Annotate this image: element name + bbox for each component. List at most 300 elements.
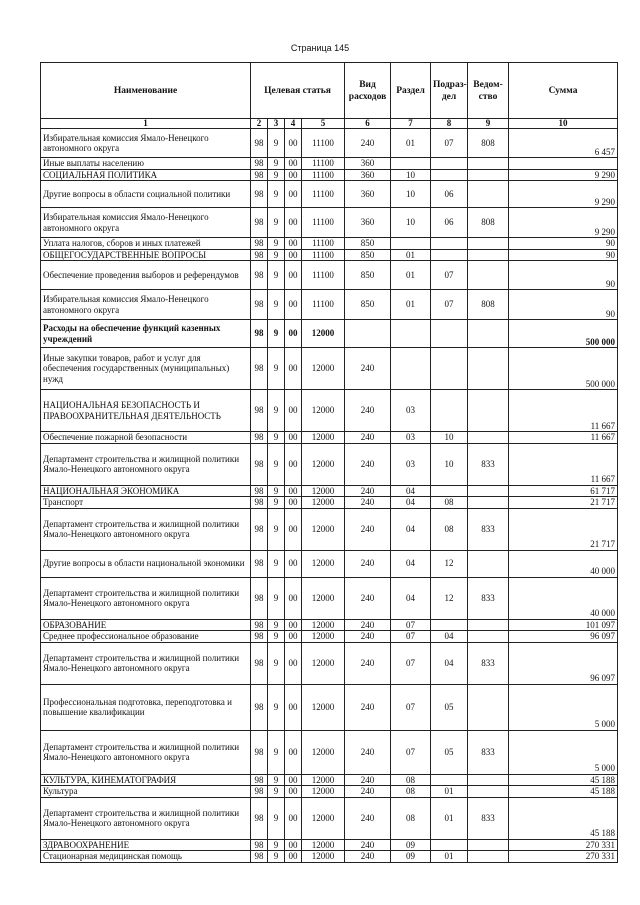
section-code: 03 <box>391 432 431 444</box>
row-name: Профессиональная подготовка, переподготовка и повышение квалификации <box>41 684 251 730</box>
target-code-part: 98 <box>251 432 268 444</box>
section-code: 01 <box>391 290 431 320</box>
section-code: 08 <box>391 774 431 786</box>
target-code-main: 11100 <box>302 238 345 250</box>
section-code: 03 <box>391 390 431 432</box>
department-code: 833 <box>468 730 509 774</box>
target-code-part: 98 <box>251 786 268 798</box>
department-code <box>468 261 509 290</box>
amount: 9 290 <box>509 181 618 208</box>
section-code: 01 <box>391 261 431 290</box>
subsection-code: 10 <box>431 432 468 444</box>
amount: 270 331 <box>509 851 618 863</box>
amount <box>509 158 618 170</box>
target-code-part: 00 <box>285 208 302 238</box>
target-code-part: 00 <box>285 158 302 170</box>
department-code: 808 <box>468 129 509 158</box>
target-code-main: 12000 <box>302 443 345 485</box>
department-code <box>468 158 509 170</box>
target-code-part: 9 <box>268 774 285 786</box>
target-code-main: 11100 <box>302 169 345 181</box>
subsection-code: 07 <box>431 129 468 158</box>
section-code: 04 <box>391 550 431 577</box>
amount: 40 000 <box>509 550 618 577</box>
amount: 6 457 <box>509 129 618 158</box>
target-code-part: 9 <box>268 129 285 158</box>
target-code-part: 00 <box>285 348 302 390</box>
subsection-code: 01 <box>431 786 468 798</box>
expense-type: 240 <box>345 129 391 158</box>
target-code-part: 00 <box>285 390 302 432</box>
target-code-main: 12000 <box>302 550 345 577</box>
department-code <box>468 485 509 497</box>
target-code-part: 98 <box>251 797 268 839</box>
row-name: Избирательная комиссия Ямало-Ненецкого автономного округа <box>41 129 251 158</box>
row-name: Департамент строительства и жилищной политики Ямало-Ненецкого автономного округа <box>41 642 251 684</box>
amount: 96 097 <box>509 631 618 643</box>
department-code: 833 <box>468 642 509 684</box>
table-row <box>41 443 618 485</box>
target-code-part: 00 <box>285 577 302 619</box>
target-code-part: 9 <box>268 642 285 684</box>
target-code-part: 98 <box>251 443 268 485</box>
department-code: 833 <box>468 508 509 550</box>
header-row <box>41 63 618 119</box>
subsection-code <box>431 320 468 348</box>
target-code-part: 98 <box>251 485 268 497</box>
subsection-code: 04 <box>431 642 468 684</box>
expense-type: 360 <box>345 158 391 170</box>
row-name: Избирательная комиссия Ямало-Ненецкого автономного округа <box>41 290 251 320</box>
table-row <box>41 631 618 643</box>
table-row <box>41 169 618 181</box>
department-code <box>468 348 509 390</box>
target-code-part: 00 <box>285 238 302 250</box>
amount: 21 717 <box>509 508 618 550</box>
table-row <box>41 290 618 320</box>
section-code: 04 <box>391 508 431 550</box>
section-code: 07 <box>391 619 431 631</box>
amount: 500 000 <box>509 348 618 390</box>
target-code-part: 00 <box>285 497 302 509</box>
target-code-part: 00 <box>285 485 302 497</box>
column-number: 5 <box>302 119 345 129</box>
target-code-main: 12000 <box>302 786 345 798</box>
row-name: НАЦИОНАЛЬНАЯ БЕЗОПАСНОСТЬ И ПРАВООХРАНИТЕЛЬНАЯ ДЕЯТЕЛЬНОСТЬ <box>41 390 251 432</box>
subsection-code: 12 <box>431 550 468 577</box>
row-name: СОЦИАЛЬНАЯ ПОЛИТИКА <box>41 169 251 181</box>
subsection-code <box>431 169 468 181</box>
expense-type: 360 <box>345 208 391 238</box>
row-name: Избирательная комиссия Ямало-Ненецкого автономного округа <box>41 208 251 238</box>
subsection-code: 07 <box>431 261 468 290</box>
target-code-main: 12000 <box>302 839 345 851</box>
target-code-main: 12000 <box>302 642 345 684</box>
section-code <box>391 238 431 250</box>
expense-type: 240 <box>345 619 391 631</box>
row-name: Департамент строительства и жилищной политики Ямало-Ненецкого автономного округа <box>41 577 251 619</box>
subsection-code: 06 <box>431 181 468 208</box>
subsection-code: 05 <box>431 684 468 730</box>
target-code-part: 9 <box>268 432 285 444</box>
target-code-part: 98 <box>251 774 268 786</box>
subsection-code <box>431 249 468 261</box>
row-name: Обеспечение проведения выборов и референдумов <box>41 261 251 290</box>
amount: 270 331 <box>509 839 618 851</box>
table-row <box>41 730 618 774</box>
section-code: 08 <box>391 786 431 798</box>
expense-type: 240 <box>345 497 391 509</box>
target-code-main: 12000 <box>302 577 345 619</box>
header-vedomstvo: Ведом-ство <box>468 63 509 119</box>
department-code <box>468 631 509 643</box>
department-code <box>468 390 509 432</box>
target-code-part: 98 <box>251 249 268 261</box>
amount: 11 667 <box>509 443 618 485</box>
subsection-code: 07 <box>431 290 468 320</box>
target-code-part: 9 <box>268 497 285 509</box>
target-code-part: 9 <box>268 485 285 497</box>
row-name: КУЛЬТУРА, КИНЕМАТОГРАФИЯ <box>41 774 251 786</box>
section-code: 07 <box>391 730 431 774</box>
table-row <box>41 238 618 250</box>
expense-type: 240 <box>345 642 391 684</box>
target-code-part: 98 <box>251 550 268 577</box>
department-code <box>468 839 509 851</box>
target-code-part: 9 <box>268 786 285 798</box>
row-name: Среднее профессиональное образование <box>41 631 251 643</box>
table-row <box>41 851 618 863</box>
row-name: Стационарная медицинская помощь <box>41 851 251 863</box>
row-name: Иные выплаты населению <box>41 158 251 170</box>
target-code-part: 00 <box>285 508 302 550</box>
department-code <box>468 786 509 798</box>
target-code-part: 9 <box>268 208 285 238</box>
amount: 5 000 <box>509 730 618 774</box>
expense-type: 850 <box>345 290 391 320</box>
target-code-part: 9 <box>268 261 285 290</box>
table-body <box>41 129 618 863</box>
department-code <box>468 774 509 786</box>
expense-type <box>345 320 391 348</box>
amount: 9 290 <box>509 169 618 181</box>
target-code-main: 12000 <box>302 432 345 444</box>
department-code <box>468 238 509 250</box>
amount: 90 <box>509 290 618 320</box>
target-code-part: 9 <box>268 181 285 208</box>
row-name: Департамент строительства и жилищной политики Ямало-Ненецкого автономного округа <box>41 730 251 774</box>
department-code <box>468 181 509 208</box>
target-code-part: 9 <box>268 619 285 631</box>
subsection-code <box>431 238 468 250</box>
department-code <box>468 550 509 577</box>
amount: 61 717 <box>509 485 618 497</box>
section-code <box>391 320 431 348</box>
expense-type: 240 <box>345 550 391 577</box>
subsection-code: 06 <box>431 208 468 238</box>
target-code-part: 98 <box>251 181 268 208</box>
amount: 90 <box>509 238 618 250</box>
row-name: Департамент строительства и жилищной политики Ямало-Ненецкого автономного округа <box>41 797 251 839</box>
section-code: 04 <box>391 577 431 619</box>
table-row <box>41 348 618 390</box>
subsection-code <box>431 619 468 631</box>
table-row <box>41 497 618 509</box>
target-code-main: 12000 <box>302 619 345 631</box>
target-code-part: 9 <box>268 290 285 320</box>
target-code-part: 98 <box>251 290 268 320</box>
table-row <box>41 129 618 158</box>
target-code-part: 00 <box>285 684 302 730</box>
table-row <box>41 786 618 798</box>
subsection-code: 05 <box>431 730 468 774</box>
table-row <box>41 432 618 444</box>
section-code: 08 <box>391 797 431 839</box>
target-code-main: 12000 <box>302 730 345 774</box>
target-code-part: 9 <box>268 443 285 485</box>
row-name: Обеспечение пожарной безопасности <box>41 432 251 444</box>
target-code-main: 11100 <box>302 129 345 158</box>
table-row <box>41 684 618 730</box>
target-code-part: 00 <box>285 181 302 208</box>
target-code-part: 9 <box>268 249 285 261</box>
department-code <box>468 851 509 863</box>
target-code-part: 98 <box>251 508 268 550</box>
section-code: 07 <box>391 631 431 643</box>
budget-table <box>40 62 618 863</box>
expense-type: 240 <box>345 577 391 619</box>
header-name: Наименование <box>41 63 251 119</box>
expense-type: 240 <box>345 485 391 497</box>
section-code: 03 <box>391 443 431 485</box>
section-code: 04 <box>391 485 431 497</box>
expense-type: 850 <box>345 249 391 261</box>
table-row <box>41 158 618 170</box>
target-code-part: 00 <box>285 249 302 261</box>
amount: 5 000 <box>509 684 618 730</box>
section-code: 10 <box>391 181 431 208</box>
target-code-part: 98 <box>251 158 268 170</box>
subsection-code: 01 <box>431 851 468 863</box>
section-code: 01 <box>391 249 431 261</box>
target-code-part: 00 <box>285 290 302 320</box>
target-code-main: 11100 <box>302 181 345 208</box>
expense-type: 240 <box>345 432 391 444</box>
amount: 101 097 <box>509 619 618 631</box>
department-code: 808 <box>468 208 509 238</box>
target-code-part: 00 <box>285 619 302 631</box>
expense-type: 240 <box>345 851 391 863</box>
target-code-part: 9 <box>268 550 285 577</box>
expense-type: 240 <box>345 390 391 432</box>
column-number: 3 <box>268 119 285 129</box>
expense-type: 240 <box>345 797 391 839</box>
target-code-part: 9 <box>268 508 285 550</box>
header-summa: Сумма <box>509 63 618 119</box>
section-code: 09 <box>391 851 431 863</box>
department-code <box>468 684 509 730</box>
row-name: Уплата налогов, сборов и иных платежей <box>41 238 251 250</box>
target-code-part: 00 <box>285 320 302 348</box>
table-row <box>41 320 618 348</box>
amount: 40 000 <box>509 577 618 619</box>
target-code-part: 98 <box>251 169 268 181</box>
target-code-part: 9 <box>268 390 285 432</box>
target-code-part: 98 <box>251 851 268 863</box>
row-name: Департамент строительства и жилищной политики Ямало-Ненецкого автономного округа <box>41 508 251 550</box>
target-code-part: 98 <box>251 839 268 851</box>
target-code-main: 11100 <box>302 249 345 261</box>
header-razdel: Раздел <box>391 63 431 119</box>
target-code-main: 12000 <box>302 390 345 432</box>
target-code-part: 9 <box>268 348 285 390</box>
row-name: Иные закупки товаров, работ и услуг для обеспечения государственных (муниципальных) нужд <box>41 348 251 390</box>
expense-type: 240 <box>345 730 391 774</box>
expense-type: 240 <box>345 786 391 798</box>
row-name: Другие вопросы в области социальной политики <box>41 181 251 208</box>
target-code-main: 12000 <box>302 508 345 550</box>
header-vid: Вид расходов <box>345 63 391 119</box>
target-code-part: 9 <box>268 169 285 181</box>
page-number: Страница 145 <box>290 43 350 53</box>
target-code-part: 98 <box>251 497 268 509</box>
expense-type: 360 <box>345 169 391 181</box>
amount: 90 <box>509 261 618 290</box>
target-code-part: 9 <box>268 851 285 863</box>
subsection-code: 12 <box>431 577 468 619</box>
subsection-code <box>431 774 468 786</box>
table-row <box>41 619 618 631</box>
target-code-part: 00 <box>285 550 302 577</box>
target-code-part: 00 <box>285 443 302 485</box>
amount: 45 188 <box>509 797 618 839</box>
table-row <box>41 261 618 290</box>
table-row <box>41 249 618 261</box>
amount: 11 667 <box>509 432 618 444</box>
table-row <box>41 797 618 839</box>
column-number: 2 <box>251 119 268 129</box>
target-code-main: 11100 <box>302 290 345 320</box>
column-number: 1 <box>41 119 251 129</box>
column-number: 8 <box>431 119 468 129</box>
target-code-part: 98 <box>251 208 268 238</box>
table-row <box>41 508 618 550</box>
amount: 21 717 <box>509 497 618 509</box>
target-code-part: 98 <box>251 320 268 348</box>
target-code-main: 12000 <box>302 348 345 390</box>
target-code-part: 9 <box>268 577 285 619</box>
target-code-part: 9 <box>268 238 285 250</box>
section-code: 10 <box>391 169 431 181</box>
target-code-main: 12000 <box>302 797 345 839</box>
row-name: Транспорт <box>41 497 251 509</box>
target-code-part: 9 <box>268 158 285 170</box>
row-name: ОБЩЕГОСУДАРСТВЕННЫЕ ВОПРОСЫ <box>41 249 251 261</box>
expense-type: 240 <box>345 684 391 730</box>
target-code-main: 12000 <box>302 320 345 348</box>
table-row <box>41 839 618 851</box>
target-code-part: 9 <box>268 631 285 643</box>
section-code: 07 <box>391 642 431 684</box>
target-code-main: 12000 <box>302 684 345 730</box>
target-code-part: 98 <box>251 238 268 250</box>
target-code-part: 98 <box>251 730 268 774</box>
subsection-code: 08 <box>431 497 468 509</box>
amount: 500 000 <box>509 320 618 348</box>
target-code-main: 12000 <box>302 774 345 786</box>
row-name: Расходы на обеспечение функций казенных учреждений <box>41 320 251 348</box>
target-code-part: 98 <box>251 348 268 390</box>
subsection-code <box>431 158 468 170</box>
department-code <box>468 497 509 509</box>
expense-type: 850 <box>345 261 391 290</box>
target-code-main: 11100 <box>302 261 345 290</box>
target-code-part: 98 <box>251 619 268 631</box>
target-code-part: 00 <box>285 839 302 851</box>
target-code-part: 00 <box>285 432 302 444</box>
column-number: 6 <box>345 119 391 129</box>
department-code <box>468 320 509 348</box>
target-code-part: 98 <box>251 631 268 643</box>
target-code-part: 9 <box>268 320 285 348</box>
header-podrazdel: Подраз-дел <box>431 63 468 119</box>
table-row <box>41 181 618 208</box>
target-code-part: 9 <box>268 684 285 730</box>
expense-type: 240 <box>345 348 391 390</box>
target-code-part: 00 <box>285 631 302 643</box>
table-row <box>41 208 618 238</box>
target-code-part: 98 <box>251 684 268 730</box>
expense-type: 240 <box>345 508 391 550</box>
target-code-main: 12000 <box>302 497 345 509</box>
table-row <box>41 485 618 497</box>
section-code: 04 <box>391 497 431 509</box>
target-code-main: 11100 <box>302 208 345 238</box>
amount: 90 <box>509 249 618 261</box>
row-name: Департамент строительства и жилищной политики Ямало-Ненецкого автономного округа <box>41 443 251 485</box>
department-code <box>468 619 509 631</box>
department-code: 833 <box>468 443 509 485</box>
column-number: 9 <box>468 119 509 129</box>
expense-type: 240 <box>345 443 391 485</box>
target-code-part: 00 <box>285 851 302 863</box>
target-code-main: 12000 <box>302 631 345 643</box>
target-code-part: 98 <box>251 129 268 158</box>
section-code: 07 <box>391 684 431 730</box>
row-name: Культура <box>41 786 251 798</box>
column-number: 4 <box>285 119 302 129</box>
department-code: 808 <box>468 290 509 320</box>
section-code <box>391 348 431 390</box>
target-code-part: 98 <box>251 261 268 290</box>
target-code-part: 00 <box>285 642 302 684</box>
expense-type: 850 <box>345 238 391 250</box>
subsection-code: 08 <box>431 508 468 550</box>
target-code-part: 9 <box>268 839 285 851</box>
department-code: 833 <box>468 797 509 839</box>
table-row <box>41 577 618 619</box>
column-number: 10 <box>509 119 618 129</box>
expense-type: 240 <box>345 631 391 643</box>
amount: 11 667 <box>509 390 618 432</box>
target-code-main: 12000 <box>302 485 345 497</box>
target-code-main: 12000 <box>302 851 345 863</box>
subsection-code <box>431 348 468 390</box>
subsection-code <box>431 485 468 497</box>
target-code-part: 9 <box>268 730 285 774</box>
amount: 96 097 <box>509 642 618 684</box>
target-code-part: 98 <box>251 642 268 684</box>
